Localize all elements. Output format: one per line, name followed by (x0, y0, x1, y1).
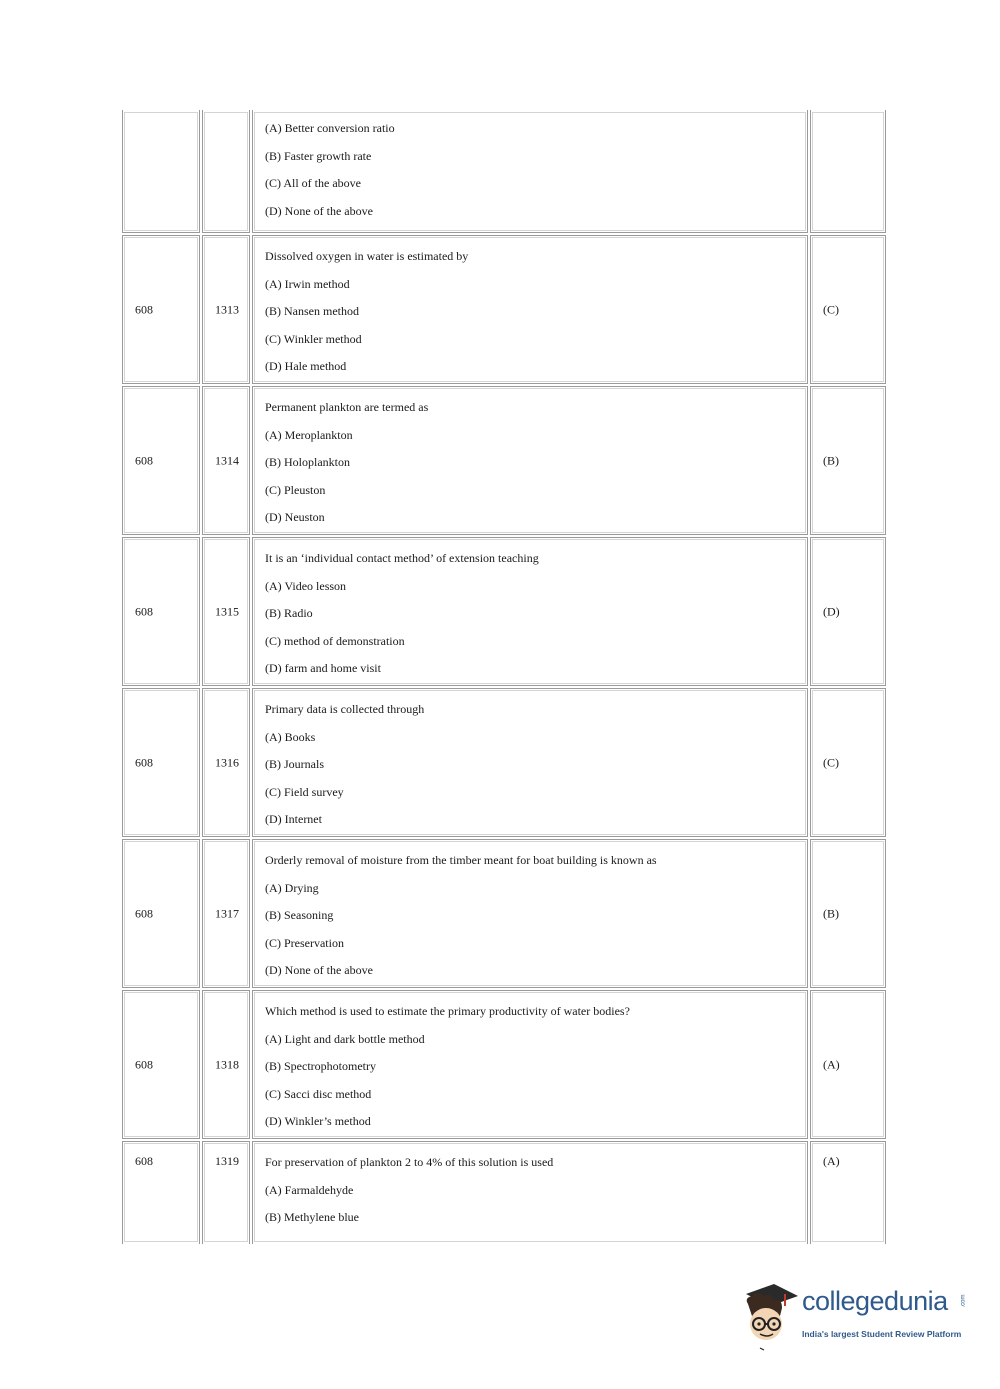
question-cell (252, 990, 808, 1139)
question-text: For preservation of plankton 2 to 4% of this solution is used (265, 1155, 554, 1169)
question-number-cell (202, 990, 250, 1139)
question-number: 1318 (215, 1057, 239, 1071)
paper-code-cell (122, 688, 200, 837)
question-number-cell (202, 1141, 250, 1244)
answer-cell (810, 990, 886, 1139)
answer-cell (810, 839, 886, 988)
question-cell (252, 1141, 808, 1244)
table-row (122, 839, 886, 988)
question-number: 1316 (215, 755, 239, 769)
question-number-cell (202, 110, 250, 233)
paper-code: 608 (135, 1154, 153, 1168)
paper-code-cell (122, 839, 200, 988)
answer-key: (B) (823, 906, 839, 920)
option-d: (D) Neuston (265, 510, 325, 525)
option-d: (D) farm and home visit (265, 661, 381, 676)
option-c: (C) Sacci disc method (265, 1086, 372, 1101)
answer-key: (C) (823, 302, 839, 316)
table-row (122, 110, 886, 233)
paper-code: 608 (135, 453, 153, 467)
question-number: 1314 (215, 453, 239, 467)
option-d: (D) None of the above (265, 203, 373, 218)
option-c: (C) method of demonstration (265, 633, 405, 648)
paper-code-cell (122, 990, 200, 1139)
option-a: (A) Books (265, 729, 316, 744)
paper-code-cell (122, 110, 200, 233)
table-row (122, 990, 886, 1139)
answer-cell (810, 1141, 886, 1244)
question-number: 1313 (215, 302, 239, 316)
question-cell (252, 537, 808, 686)
answer-cell (810, 235, 886, 384)
answer-cell (810, 537, 886, 686)
option-d: (D) None of the above (265, 963, 373, 978)
option-c: (C) All of the above (265, 176, 361, 191)
question-number-cell (202, 839, 250, 988)
logo-dotcom: .com (960, 1294, 967, 1308)
answer-cell (810, 688, 886, 837)
collegedunia-logo[interactable] (740, 1282, 970, 1352)
question-text: Primary data is collected through (265, 702, 425, 716)
question-text: Which method is used to estimate the primary productivity of water bodies? (265, 1004, 630, 1018)
table-row (122, 235, 886, 384)
question-cell (252, 386, 808, 535)
paper-code-cell (122, 1141, 200, 1244)
question-cell (252, 688, 808, 837)
option-b: (B) Journals (265, 757, 324, 772)
option-b: (B) Seasoning (265, 908, 334, 923)
question-number: 1317 (215, 906, 239, 920)
question-cell (252, 839, 808, 988)
option-b: (B) Methylene blue (265, 1210, 359, 1225)
question-number-cell (202, 537, 250, 686)
option-b: (B) Faster growth rate (265, 148, 372, 163)
option-b: (B) Holoplankton (265, 455, 350, 470)
option-c: (C) Winkler method (265, 331, 362, 346)
question-number: 1315 (215, 604, 239, 618)
answer-key: (A) (823, 1057, 840, 1071)
logo-tagline: India's largest Student Review Platform (802, 1329, 962, 1339)
question-number-cell (202, 386, 250, 535)
option-a: (A) Farmaldehyde (265, 1182, 354, 1197)
option-c: (C) Preservation (265, 935, 344, 950)
paper-code: 608 (135, 1057, 153, 1071)
paper-code: 608 (135, 302, 153, 316)
student-mascot-icon (740, 1282, 800, 1352)
option-b: (B) Nansen method (265, 304, 359, 319)
table-row (122, 386, 886, 535)
question-text: It is an ‘individual contact method’ of extension teaching (265, 551, 539, 565)
answer-key: (B) (823, 453, 839, 467)
answer-cell (810, 386, 886, 535)
paper-code: 608 (135, 755, 153, 769)
question-number-cell (202, 235, 250, 384)
option-a: (A) Light and dark bottle method (265, 1031, 425, 1046)
option-d: (D) Hale method (265, 359, 347, 374)
option-d: (D) Winkler’s method (265, 1114, 371, 1129)
option-b: (B) Spectrophotometry (265, 1059, 376, 1074)
table-row (122, 688, 886, 837)
option-d: (D) Internet (265, 812, 322, 827)
option-c: (C) Pleuston (265, 482, 326, 497)
option-a: (A) Better conversion ratio (265, 121, 395, 135)
question-cell (252, 235, 808, 384)
answer-key: (A) (823, 1154, 840, 1168)
question-text: Permanent plankton are termed as (265, 400, 429, 414)
answer-cell (810, 110, 886, 233)
answer-key: (D) (823, 604, 840, 618)
option-a: (A) Meroplankton (265, 427, 353, 442)
paper-code: 608 (135, 604, 153, 618)
question-table (122, 110, 886, 1244)
paper-code-cell (122, 537, 200, 686)
logo-wordmark: collegedunia (802, 1286, 948, 1316)
question-cell (252, 110, 808, 233)
paper-code: 608 (135, 906, 153, 920)
option-b: (B) Radio (265, 606, 313, 621)
option-a: (A) Video lesson (265, 578, 347, 593)
question-number-cell (202, 688, 250, 837)
option-c: (C) Field survey (265, 784, 344, 799)
option-a: (A) Irwin method (265, 276, 350, 291)
question-number: 1319 (215, 1154, 239, 1168)
answer-key: (C) (823, 755, 839, 769)
paper-code-cell (122, 386, 200, 535)
question-text: Orderly removal of moisture from the timber meant for boat building is known as (265, 853, 657, 867)
table-row (122, 1141, 886, 1244)
question-text: Dissolved oxygen in water is estimated by (265, 249, 469, 263)
option-a: (A) Drying (265, 880, 319, 895)
paper-code-cell (122, 235, 200, 384)
table-row (122, 537, 886, 686)
